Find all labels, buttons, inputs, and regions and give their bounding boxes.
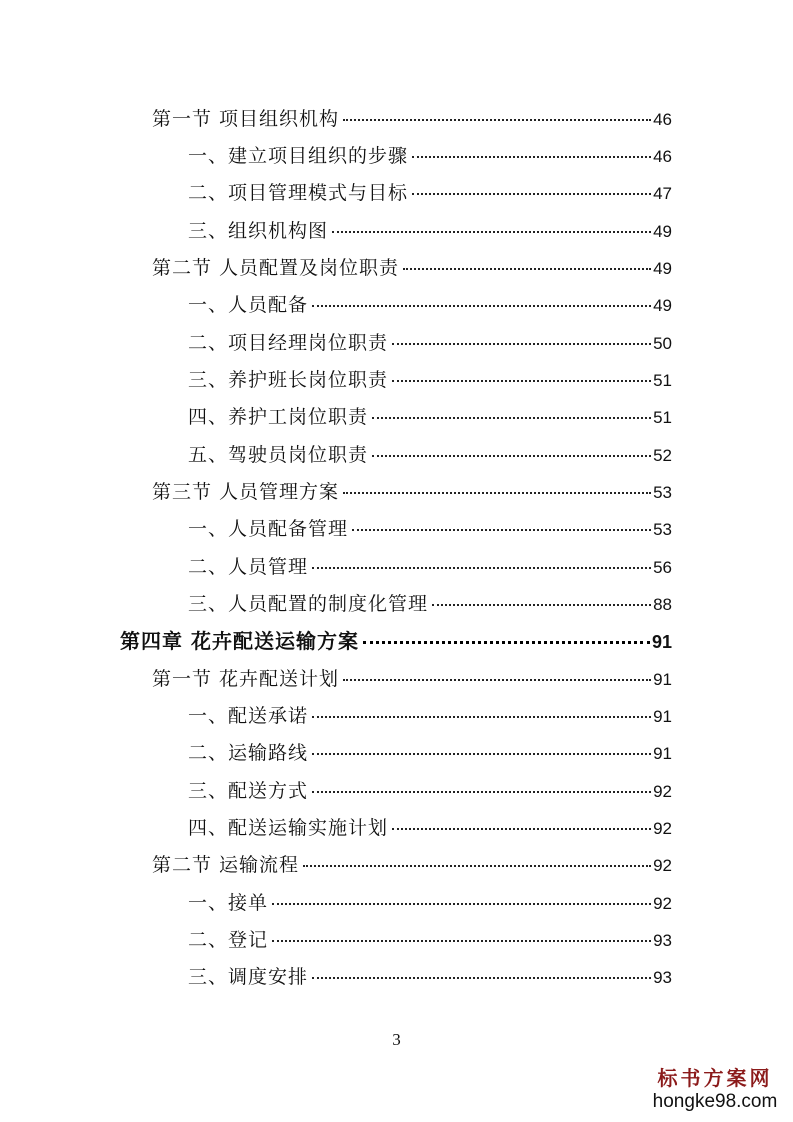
toc-item[interactable]: 二、登记 93 (188, 929, 672, 951)
toc-item[interactable]: 三、养护班长岗位职责 51 (188, 369, 672, 391)
toc-section-4-2[interactable]: 第二节 运输流程 92 (152, 854, 672, 876)
toc-item[interactable]: 三、组织机构图 49 (188, 220, 672, 242)
toc-section-4-1[interactable]: 第一节 花卉配送计划 91 (152, 668, 672, 690)
toc-item[interactable]: 二、人员管理 56 (188, 556, 672, 578)
page-number: 3 (392, 1030, 401, 1049)
toc-item[interactable]: 二、项目管理模式与目标 47 (188, 182, 672, 204)
toc-item[interactable]: 四、配送运输实施计划 92 (188, 817, 672, 839)
site-watermark (640, 1066, 790, 1114)
toc-item[interactable]: 一、人员配备管理 53 (188, 518, 672, 540)
toc-item[interactable]: 一、配送承诺 91 (188, 705, 672, 727)
toc-item[interactable]: 一、建立项目组织的步骤 46 (188, 145, 672, 167)
toc-item[interactable]: 四、养护工岗位职责 51 (188, 406, 672, 428)
toc-item[interactable]: 二、项目经理岗位职责 50 (188, 332, 672, 354)
toc-item[interactable]: 三、调度安排 93 (188, 966, 672, 988)
toc-item[interactable]: 二、运输路线 91 (188, 742, 672, 764)
toc-item[interactable]: 三、人员配置的制度化管理 88 (188, 593, 672, 615)
toc-item[interactable]: 三、配送方式 92 (188, 780, 672, 802)
watermark-brand: 标书方案网 (657, 1066, 773, 1090)
toc-section-3[interactable]: 第三节 人员管理方案 53 (152, 481, 672, 503)
toc-item[interactable]: 一、人员配备 49 (188, 294, 672, 316)
toc-chapter-4[interactable]: 第四章 花卉配送运输方案 91 (120, 629, 672, 653)
watermark-url: hongke98.com (652, 1091, 778, 1112)
toc-section-2[interactable]: 第二节 人员配置及岗位职责 49 (152, 257, 672, 279)
toc-item[interactable]: 一、接单 92 (188, 892, 672, 914)
toc-section-1-1[interactable]: 第一节 项目组织机构 46 (152, 108, 672, 130)
toc-item[interactable]: 五、驾驶员岗位职责 52 (188, 444, 672, 466)
